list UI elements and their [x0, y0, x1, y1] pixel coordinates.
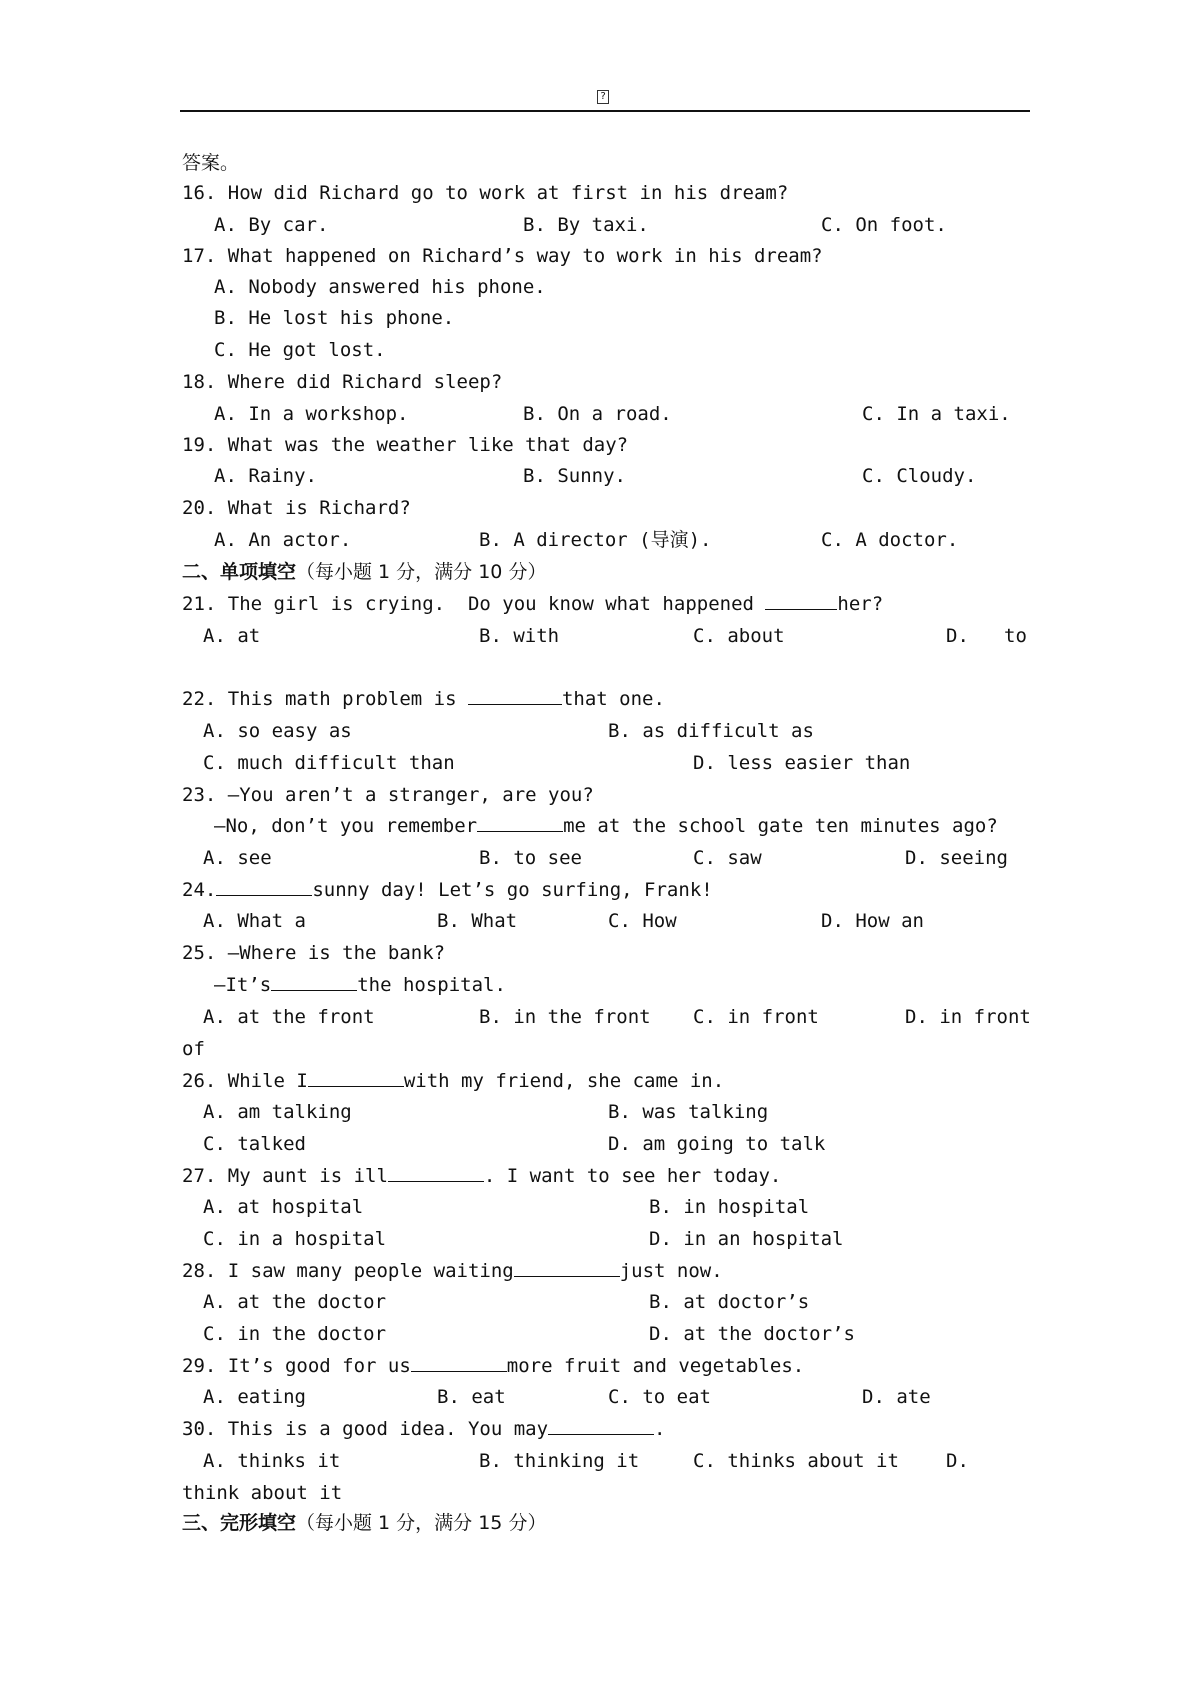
question-23: 23. —You aren’t a stranger, are you? — [182, 784, 594, 806]
question-27 — [182, 1161, 781, 1191]
q21-option-d-text: to — [1004, 625, 1027, 647]
question-19: 19. What was the weather like that day? — [182, 434, 629, 456]
question-26 — [182, 1066, 724, 1096]
q22-text-end: that one. — [561, 688, 665, 710]
q23-text-end: me at the school gate ten minutes ago? — [563, 815, 998, 837]
q24-blank — [216, 875, 312, 896]
q27-option-c: C. in a hospital — [203, 1228, 387, 1250]
section-3-heading — [182, 1508, 546, 1538]
q22-option-b: B. as difficult as — [608, 720, 814, 742]
q16-option-b: B. By taxi. — [523, 214, 649, 236]
section-3-title: 三、完形填空 — [182, 1512, 297, 1534]
q20-option-b: B. A director (导演). — [479, 529, 712, 551]
q16-option-a: A. By car. — [214, 214, 329, 236]
header-rule — [180, 110, 1030, 112]
q30-option-b: B. thinking it — [479, 1450, 640, 1472]
q21-option-c: C. about — [693, 625, 785, 647]
q29-option-c: C. to eat — [608, 1386, 711, 1408]
q18-option-c: C. In a taxi. — [862, 403, 1011, 425]
q24-text: 24. — [182, 879, 217, 901]
q21-blank — [765, 589, 837, 610]
q26-text: 26. While I — [182, 1070, 308, 1092]
q23-option-b: B. to see — [479, 847, 582, 869]
q28-text: 28. I saw many people waiting — [182, 1260, 514, 1282]
q20-option-c: C. A doctor. — [821, 529, 959, 551]
q25-option-d: D. in front — [905, 1006, 1031, 1028]
q26-option-b: B. was talking — [608, 1101, 769, 1123]
q28-option-a: A. at the doctor — [203, 1291, 387, 1313]
question-30 — [182, 1414, 666, 1444]
q18-option-a: A. In a workshop. — [214, 403, 409, 425]
q22-option-d: D. less easier than — [693, 752, 911, 774]
question-21 — [182, 589, 883, 619]
page-icon: ? — [597, 90, 609, 104]
question-28 — [182, 1256, 723, 1286]
q25-option-a: A. at the front — [203, 1006, 375, 1028]
q22-text: 22. This math problem is — [182, 688, 468, 710]
q24-text-end: sunny day! Let’s go surfing, Frank! — [312, 879, 713, 901]
page-header — [180, 86, 1030, 112]
q23-option-d: D. seeing — [905, 847, 1008, 869]
q21-option-d: D. — [946, 625, 969, 647]
q22-blank — [468, 684, 562, 705]
section-2-heading — [182, 557, 546, 587]
intro-text: 答案。 — [182, 152, 240, 174]
q24-option-c: C. How — [608, 910, 677, 932]
q24-option-b: B. What — [437, 910, 518, 932]
section-2-note: （每小题 1 分，满分 10 分） — [296, 561, 547, 583]
q27-option-b: B. in hospital — [649, 1196, 810, 1218]
q30-text: 30. This is a good idea. You may — [182, 1418, 549, 1440]
q28-option-d: D. at the doctor’s — [649, 1323, 855, 1345]
q21-option-b: B. with — [479, 625, 560, 647]
q27-option-a: A. at hospital — [203, 1196, 364, 1218]
q29-blank — [411, 1351, 507, 1372]
q19-option-b: B. Sunny. — [523, 465, 626, 487]
q25-option-b: B. in the front — [479, 1006, 651, 1028]
q29-option-b: B. eat — [437, 1386, 506, 1408]
section-3-note: （每小题 1 分，满分 15 分） — [296, 1512, 547, 1534]
q19-option-c: C. Cloudy. — [862, 465, 977, 487]
q22-option-c: C. much difficult than — [203, 752, 455, 774]
q28-option-b: B. at doctor’s — [649, 1291, 810, 1313]
q27-blank — [388, 1161, 484, 1182]
q18-option-b: B. On a road. — [523, 403, 672, 425]
q17-option-a: A. Nobody answered his phone. — [214, 276, 546, 298]
q26-option-c: C. talked — [203, 1133, 306, 1155]
q28-blank — [514, 1256, 620, 1277]
q29-text-end: more fruit and vegetables. — [506, 1355, 805, 1377]
q24-option-a: A. What a — [203, 910, 306, 932]
q25-option-c: C. in front — [693, 1006, 819, 1028]
q21-option-a: A. at — [203, 625, 261, 647]
question-20: 20. What is Richard? — [182, 497, 411, 519]
question-29 — [182, 1351, 804, 1381]
q25-text-end: the hospital. — [357, 974, 506, 996]
q22-option-a: A. so easy as — [203, 720, 352, 742]
q25-blank — [271, 970, 357, 991]
q29-text: 29. It’s good for us — [182, 1355, 411, 1377]
q20-option-a: A. An actor. — [214, 529, 352, 551]
q21-text-end: her? — [837, 593, 884, 615]
q26-text-end: with my friend, she came in. — [403, 1070, 725, 1092]
q23-option-c: C. saw — [693, 847, 762, 869]
q29-option-a: A. eating — [203, 1386, 306, 1408]
q30-option-d: D. — [946, 1450, 969, 1472]
q27-text: 27. My aunt is ill — [182, 1165, 388, 1187]
section-2-title: 二、单项填空 — [182, 561, 297, 583]
q30-option-d-text: think about it — [182, 1482, 343, 1504]
q27-option-d: D. in an hospital — [649, 1228, 844, 1250]
q25-response — [214, 970, 506, 1000]
q17-option-c: C. He got lost. — [214, 339, 386, 361]
q16-option-c: C. On foot. — [821, 214, 947, 236]
q29-option-d: D. ate — [862, 1386, 931, 1408]
q21-text: 21. The girl is crying. Do you know what happened — [182, 593, 766, 615]
q30-text-end: . — [654, 1418, 666, 1440]
q23-blank — [477, 811, 563, 832]
q28-option-c: C. in the doctor — [203, 1323, 387, 1345]
question-25: 25. —Where is the bank? — [182, 942, 446, 964]
q17-option-b: B. He lost his phone. — [214, 307, 455, 329]
q23-response — [214, 811, 998, 841]
q26-blank — [308, 1066, 404, 1087]
q25-text: —It’s — [214, 974, 272, 996]
q24-option-d: D. How an — [821, 910, 924, 932]
q26-option-a: A. am talking — [203, 1101, 352, 1123]
q30-option-c: C. thinks about it — [693, 1450, 899, 1472]
question-24 — [182, 875, 713, 905]
question-22 — [182, 684, 665, 714]
q26-option-d: D. am going to talk — [608, 1133, 826, 1155]
q30-option-a: A. thinks it — [203, 1450, 341, 1472]
q23-text: —No, don’t you remember — [214, 815, 478, 837]
q19-option-a: A. Rainy. — [214, 465, 317, 487]
question-18: 18. Where did Richard sleep? — [182, 371, 503, 393]
q27-text-end: . I want to see her today. — [483, 1165, 782, 1187]
question-17: 17. What happened on Richard’s way to work in his dream? — [182, 245, 823, 267]
q28-text-end: just now. — [619, 1260, 723, 1282]
question-16: 16. How did Richard go to work at first in his dream? — [182, 182, 789, 204]
q30-blank — [548, 1414, 654, 1435]
q23-option-a: A. see — [203, 847, 272, 869]
q25-option-d-text: of — [182, 1038, 205, 1060]
